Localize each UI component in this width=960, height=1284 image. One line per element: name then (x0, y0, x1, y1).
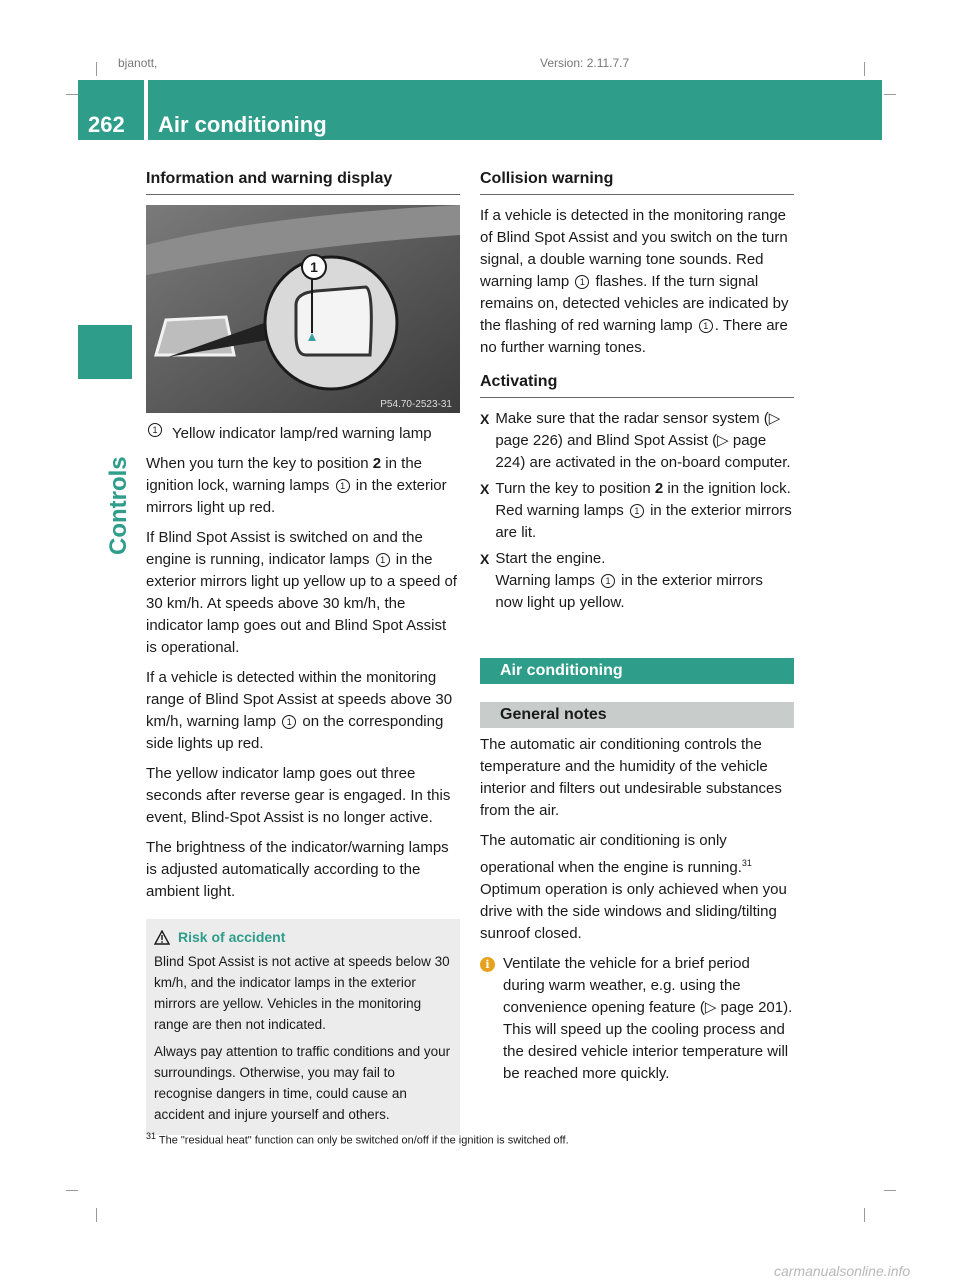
crop-mark (884, 94, 896, 95)
crop-mark (96, 62, 97, 76)
paragraph: If Blind Spot Assist is switched on and the engine is running, indicator lamps 1 in the exterior mirrors light up yellow up to a speed of 30 km/h. At speeds above 30 km/h, the indicator lamp goes out and Blind Spot Assist is operational. (146, 527, 460, 659)
crop-mark (864, 1208, 865, 1222)
callout-1-icon (336, 479, 350, 493)
right-column (480, 170, 794, 1093)
section-heading-info-display: Information and warning display (146, 170, 460, 195)
watermark: carmanualsonline.info (774, 1263, 911, 1279)
paragraph: The brightness of the indicator/warning lamps is adjusted automatically according to the ambient light. (146, 839, 449, 900)
section-heading-activating: Activating (480, 373, 794, 398)
step-marker: X (480, 551, 490, 567)
callout-1-icon (699, 319, 713, 333)
warning-text: Always pay attention to traffic conditions and your surroundings. Otherwise, you may fail to recognise dangers in time, could cause an accident and injure yourself and others. (154, 1044, 451, 1122)
section-bar-air-conditioning: Air conditioning (480, 658, 794, 684)
crop-mark (884, 1190, 896, 1191)
mirror-illustration (146, 205, 460, 413)
print-meta-version: Version: 2.11.7.7 (540, 56, 630, 70)
header-divider (144, 80, 148, 140)
callout-1-icon (282, 715, 296, 729)
paragraph: The automatic air conditioning is only operational when the engine is running.$^{31}$ Optimum operation is only achieved when you drive with the side windows and sliding/tilting sunroof closed. (480, 832, 787, 942)
callout-1-icon (575, 275, 589, 289)
crop-mark (96, 1208, 97, 1222)
crop-mark (66, 1190, 78, 1191)
warning-title: Risk of accident (178, 929, 286, 945)
info-icon: i (480, 957, 495, 972)
page-ref-arrow: ▷ (768, 410, 781, 427)
crop-mark (66, 94, 78, 95)
subsection-bar-general-notes: General notes (480, 702, 794, 728)
image-caption (146, 423, 460, 453)
page-ref-arrow: ▷ (717, 432, 729, 449)
info-note: i Ventilate the vehicle for a brief period during warm weather, e.g. using the convenience opening feature (▷ page 201). This will speed up the cooling process and the desired vehicle interior temperature will be reached more quickly. (480, 953, 794, 1093)
step-item: X Start the engine. Warning lamps 1 in the exterior mirrors now light up yellow. (480, 548, 794, 614)
image-code: P54.70-2523-31 (380, 399, 452, 410)
step-item: X Make sure that the radar sensor system (▷ page 226) and Blind Spot Assist (▷ page 224) are activated in the on-board computer. (480, 408, 794, 474)
warning-text: Blind Spot Assist is not active at speeds below 30 km/h, and the indicator lamps in the exterior mirrors are yellow. Vehicles in the monitoring range are then not indicated. (154, 954, 450, 1032)
callout-1-icon (376, 553, 390, 567)
chapter-label: Controls (105, 456, 132, 555)
left-column (146, 170, 460, 1135)
paragraph: The automatic air conditioning controls the temperature and the humidity of the vehicle interior and filters out undesirable substances from the air. (480, 736, 782, 819)
chapter-tab (78, 325, 132, 379)
callout-1-icon (148, 423, 162, 437)
section-heading-collision-warning: Collision warning (480, 170, 794, 195)
step-marker: X (480, 481, 490, 497)
step-marker: X (480, 411, 490, 427)
crop-mark (864, 62, 865, 76)
page-number: 262 (88, 112, 125, 137)
caption-text: Yellow indicator lamp/red warning lamp (172, 425, 432, 442)
step-item: X Turn the key to position 2 in the ignition lock. Red warning lamps 1 in the exterior mirrors are lit. (480, 478, 794, 544)
warning-box (146, 919, 460, 1135)
page-title: Air conditioning (158, 112, 327, 137)
paragraph: If a vehicle is detected in the monitoring range of Blind Spot Assist and you switch on the turn signal, a double warning tone sounds. Red warning lamp 1 flashes. If the turn signal remains on, detected vehicles are indicated by the flashing of red warning lamp 1. There are no further warning tones. (480, 205, 794, 359)
image-callout-number: 1 (310, 259, 318, 275)
print-meta-left: bjanott, (118, 56, 158, 70)
paragraph: If a vehicle is detected within the monitoring range of Blind Spot Assist at speeds above 30 km/h, warning lamp 1 on the corresponding side lights up red. (146, 667, 460, 755)
page-ref-arrow: ▷ (704, 999, 717, 1016)
paragraph: The yellow indicator lamp goes out three seconds after reverse gear is engaged. In this event, Blind-Spot Assist is no longer active. (146, 765, 451, 826)
mirror-illustration-svg (146, 205, 460, 413)
footnote-ref: 31 (741, 858, 752, 868)
warning-triangle-icon (154, 930, 170, 945)
footnote: $^{31}$ The "residual heat" function can only be switched on/off if the ignition is switched off. (146, 1131, 569, 1147)
paragraph: When you turn the key to position 2 in the ignition lock, warning lamps 1 in the exterior mirrors light up red. (146, 453, 460, 519)
callout-1-icon (630, 504, 644, 518)
callout-1-icon (601, 574, 615, 588)
